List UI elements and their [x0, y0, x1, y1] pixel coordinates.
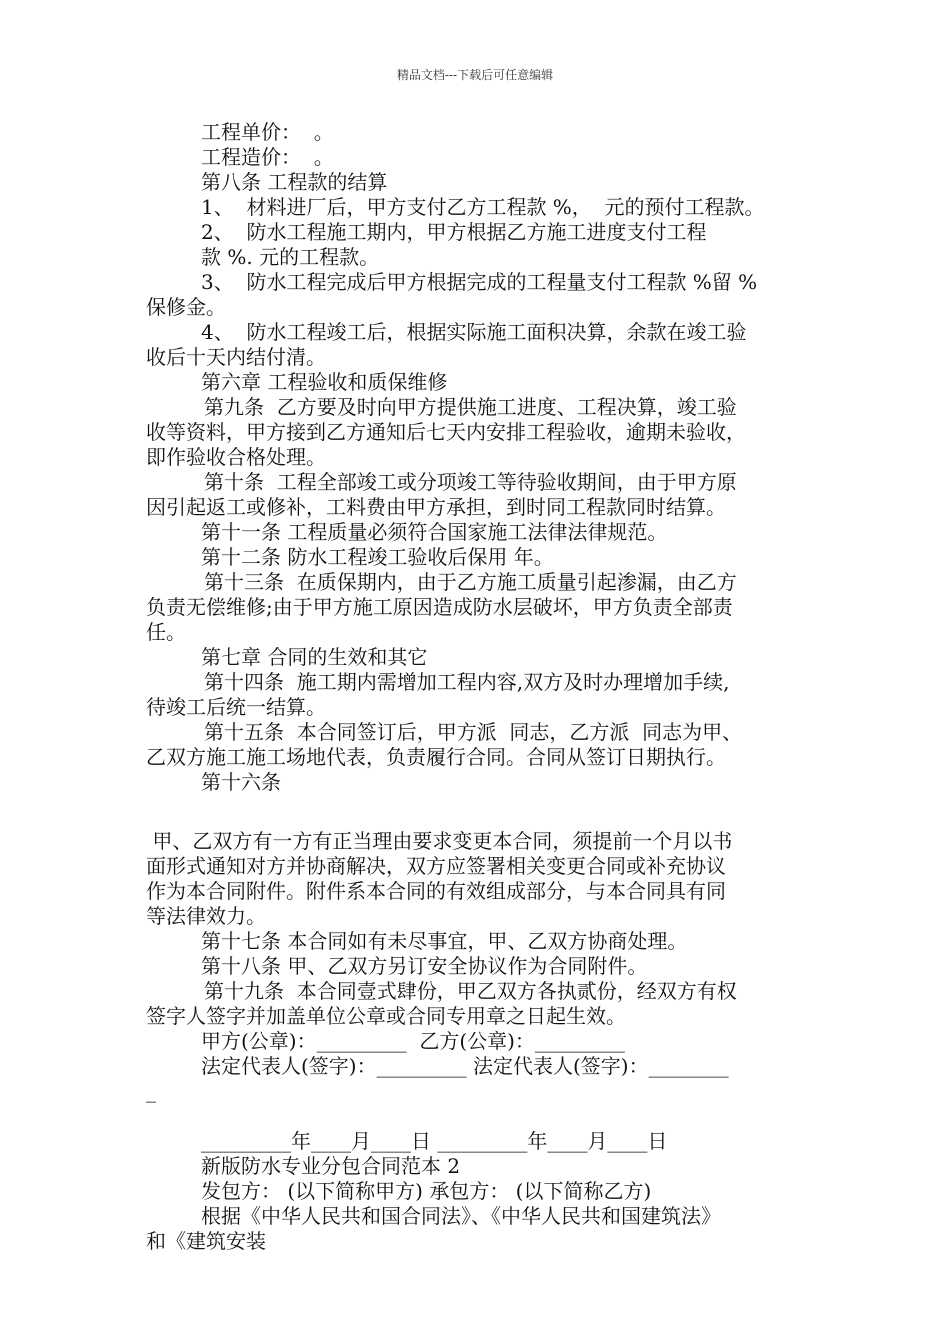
- text-line: 3、 防水工程完成后甲方根据完成的工程量支付工程款 %留 %: [201, 270, 758, 294]
- text-line: 待竣工后统一结算。: [146, 695, 326, 719]
- text-line: 第十七条 本合同如有未尽事宜，甲、乙双方协商处理。: [201, 929, 688, 953]
- text-line: [146, 1104, 818, 1129]
- text-line: 4、 防水工程竣工后，根据实际施工面积决算，余款在竣工验: [201, 320, 747, 344]
- text-line: 甲方(公章)：_________ 乙方(公章)：_________: [201, 1029, 625, 1053]
- text-line: 签字人签字并加盖单位公章或合同专用章之日起生效。: [146, 1004, 626, 1028]
- text-line: 款 %. 元的工程款。: [201, 245, 380, 269]
- text-line: 作为本合同附件。附件系本合同的有效组成部分，与本合同具有同: [146, 879, 726, 903]
- page-header: 精品文档---下载后可任意编辑: [396, 68, 554, 82]
- text-line: _: [146, 1079, 156, 1103]
- text-line: 甲、乙双方有一方有正当理由要求变更本合同，须提前一个月以书: [146, 829, 733, 853]
- text-line: 第十八条 甲、乙双方另订安全协议作为合同附件。: [201, 954, 648, 978]
- text-line: 第八条 工程款的结算: [201, 170, 388, 194]
- text-line: 即作验收合格处理。: [146, 445, 326, 469]
- text-line: 第六章 工程验收和质保维修: [201, 370, 448, 394]
- text-line: 第十六条: [201, 770, 281, 794]
- text-line: 乙双方施工施工场地代表，负责履行合同。合同从签订日期执行。: [146, 745, 726, 769]
- text-line: 收等资料，甲方接到乙方通知后七天内安排工程验收，逾期未验收，: [146, 420, 746, 444]
- text-line: 第十一条 工程质量必须符合国家施工法律法律规范。: [201, 520, 668, 544]
- paragraph-gap: [146, 795, 818, 829]
- text-line: 第十五条 本合同签订后，甲方派 同志，乙方派 同志为甲、: [204, 720, 743, 744]
- text-line: _________年____月____日 _________年____月____日: [201, 1129, 668, 1153]
- text-line: 和《建筑安装: [146, 1229, 266, 1253]
- text-line: 负责无偿维修;由于甲方施工原因造成防水层破坏，甲方负责全部责: [146, 595, 733, 619]
- text-line: 面形式通知对方并协商解决，双方应签署相关变更合同或补充协议: [146, 854, 726, 878]
- text-line: 1、 材料进厂后，甲方支付乙方工程款 %， 元的预付工程款。: [201, 195, 765, 219]
- contract-text-part-1: [146, 120, 818, 795]
- text-line: 第九条 乙方要及时向甲方提供施工进度、工程决算，竣工验: [204, 395, 737, 419]
- text-line: 第十四条 施工期内需增加工程内容,双方及时办理增加手续,: [204, 670, 730, 694]
- text-line: 保修金。: [146, 295, 226, 319]
- text-line: 发包方： (以下简称甲方) 承包方： (以下简称乙方): [201, 1179, 652, 1203]
- text-line: 2、 防水工程施工期内，甲方根据乙方施工进度支付工程: [201, 220, 707, 244]
- text-line: 新版防水专业分包合同范本 2: [201, 1154, 461, 1178]
- text-line: 第十二条 防水工程竣工验收后保用 年。: [201, 545, 554, 569]
- text-line: 根据《中华人民共和国合同法》、《中华人民共和国建筑法》: [201, 1204, 721, 1228]
- text-line: 第十条 工程全部竣工或分项竣工等待验收期间，由于甲方原: [204, 470, 737, 494]
- text-line: 法定代表人(签字)：_________ 法定代表人(签字)：________: [201, 1054, 729, 1078]
- text-line: 工程造价： 。: [201, 145, 334, 169]
- text-line: 第十三条 在质保期内，由于乙方施工质量引起渗漏，由乙方: [204, 570, 737, 594]
- contract-text-part-2: [146, 829, 818, 1254]
- text-line: 第七章 合同的生效和其它: [201, 645, 428, 669]
- text-line: 工程单价： 。: [201, 120, 334, 144]
- text-line: 因引起返工或修补，工料费由甲方承担，到时同工程款同时结算。: [146, 495, 726, 519]
- text-line: 等法律效力。: [146, 904, 266, 928]
- text-line: 任。: [146, 620, 186, 644]
- document-body: [146, 120, 818, 1254]
- text-line: 第十九条 本合同壹式肆份，甲乙双方各执贰份，经双方有权: [204, 979, 737, 1003]
- text-line: 收后十天内结付清。: [146, 345, 326, 369]
